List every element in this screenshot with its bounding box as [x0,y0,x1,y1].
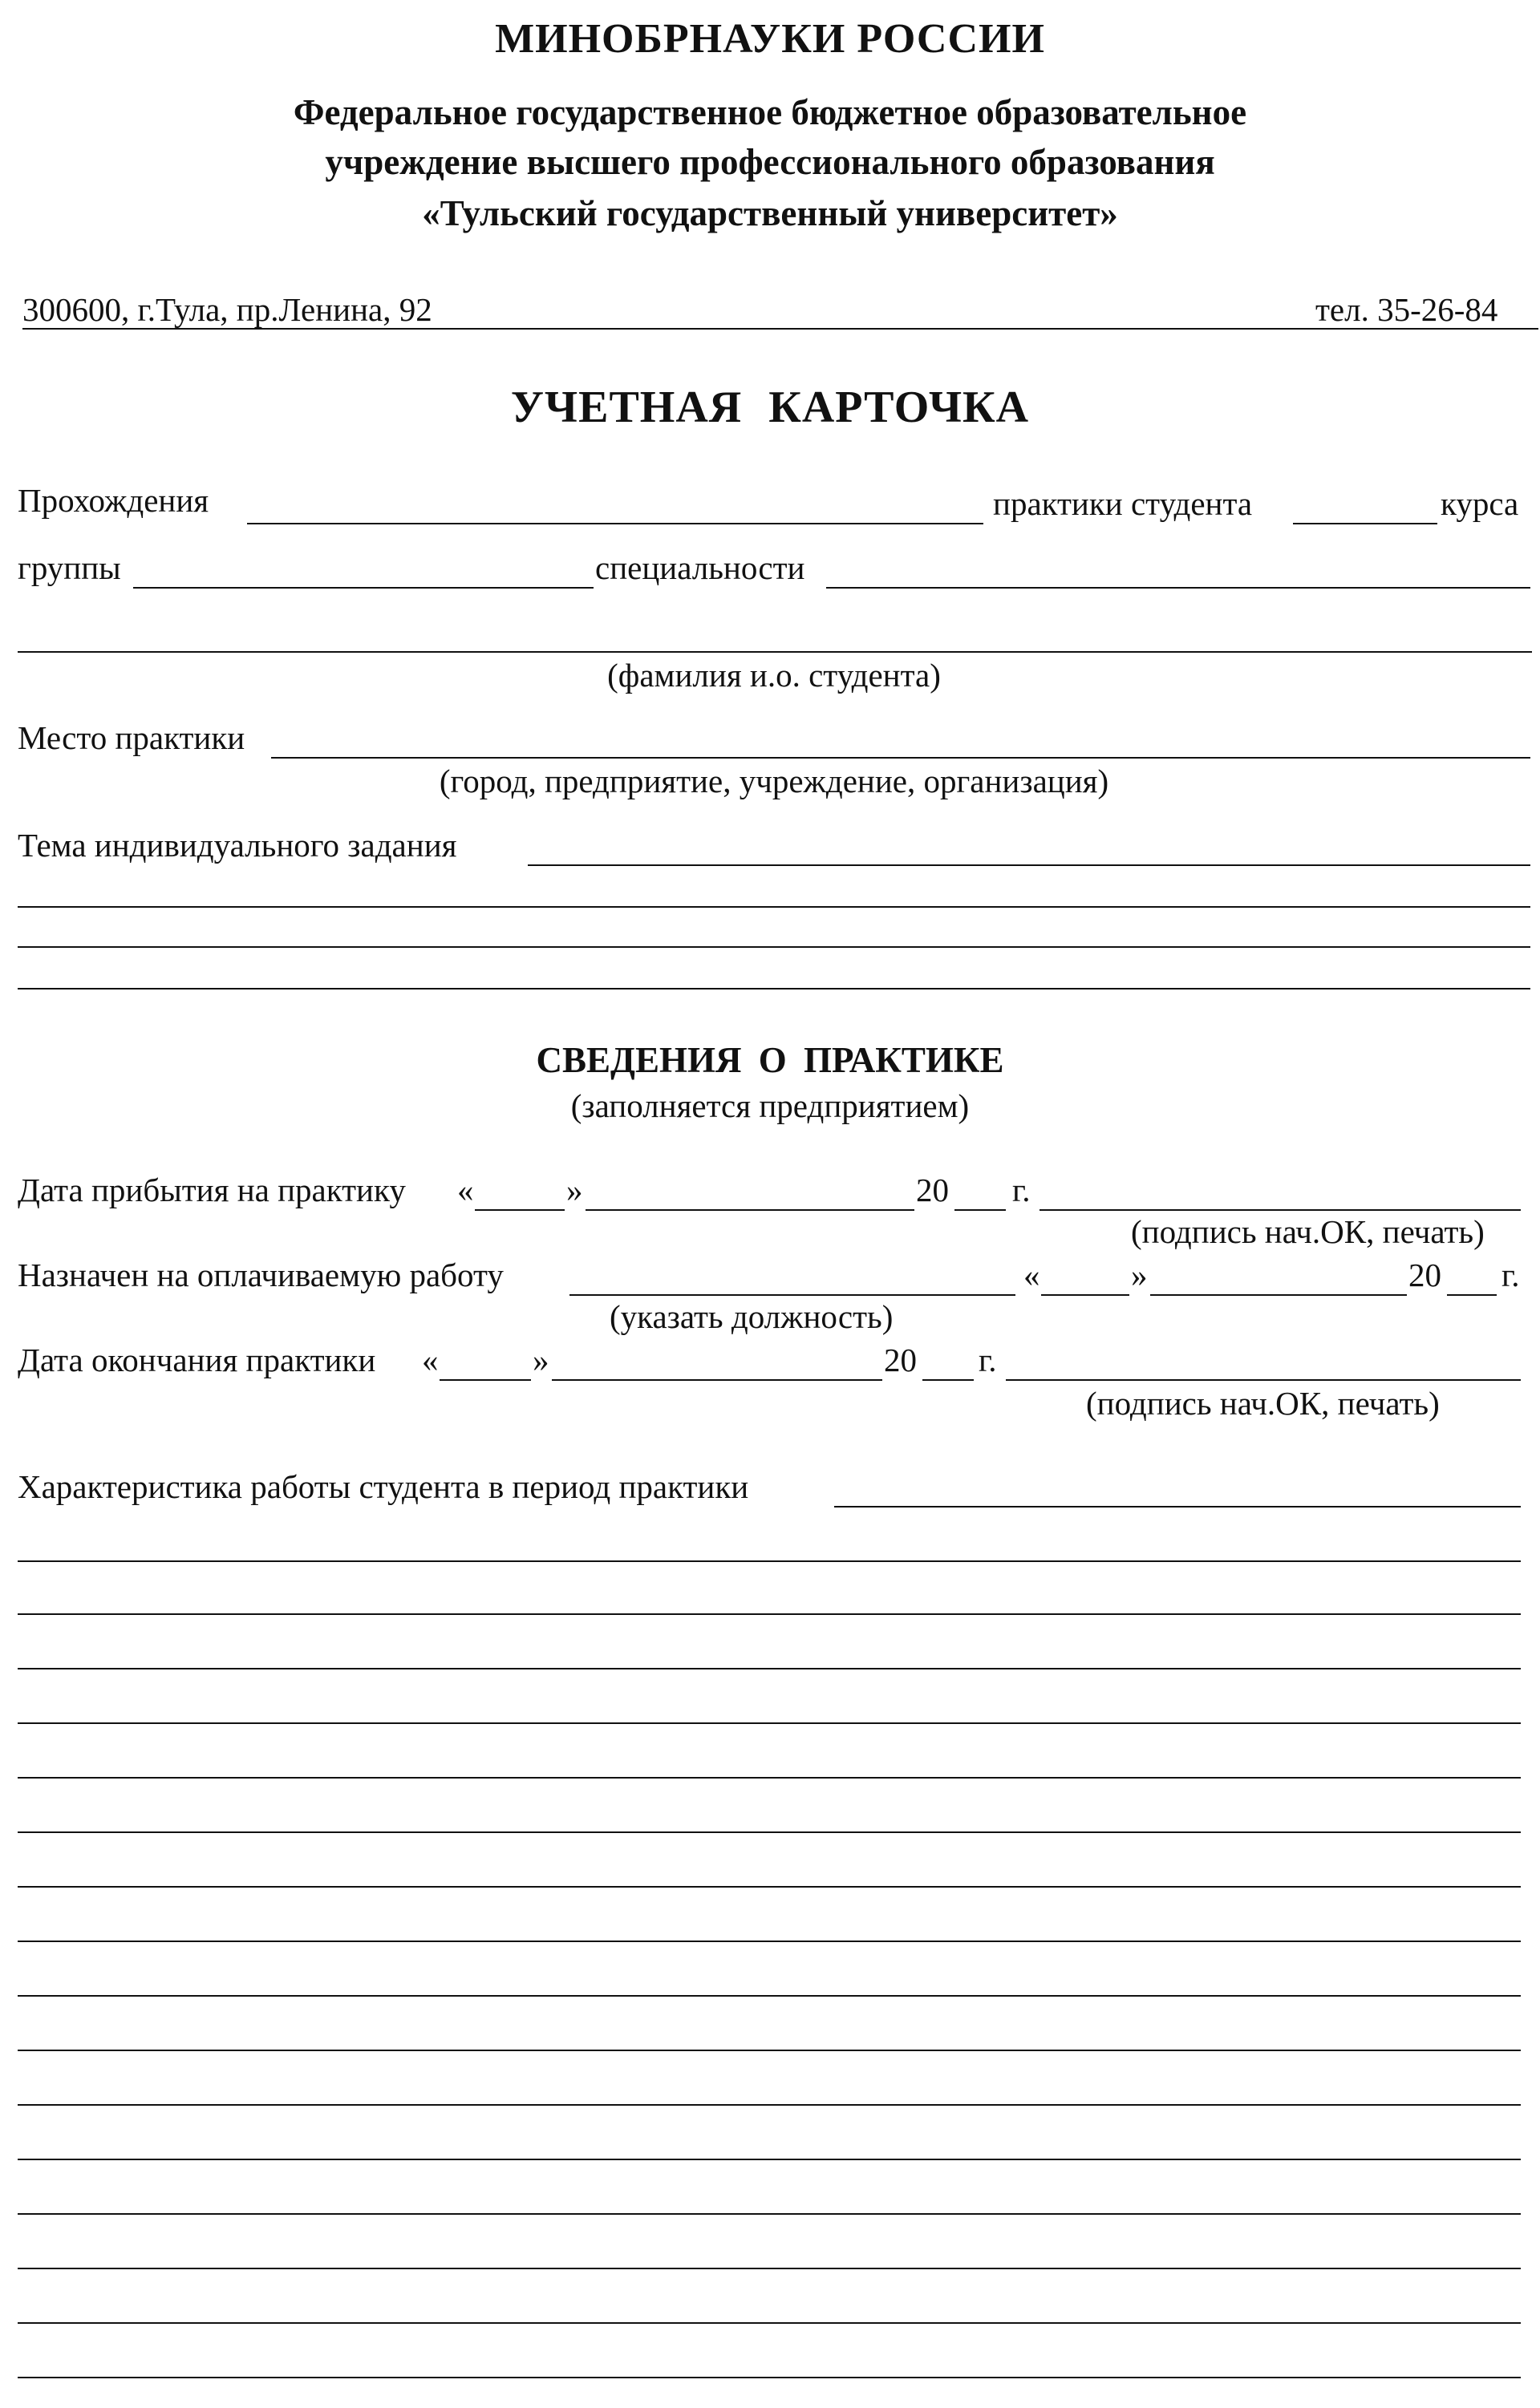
organization-line-2: учреждение высшего профессионального образования [325,142,1215,182]
course-label: курса [1441,485,1519,522]
characteristic-line[interactable] [18,2159,1521,2160]
characteristic-line[interactable] [18,1613,1521,1615]
phone-text: тел. 35-26-84 [1315,291,1498,328]
card-title: УЧЕТНАЯ КАРТОЧКА [510,382,1030,432]
specialty-label: специальности [595,549,805,586]
place-caption: (город, предприятие, учреждение, организация) [439,763,1109,799]
assigned-month-field[interactable] [1150,1294,1407,1296]
assigned-open-quote: « [1023,1257,1040,1293]
topic-label: Тема индивидуального задания [18,827,457,864]
characteristic-line-1[interactable] [834,1506,1521,1508]
end-close-quote: » [533,1342,549,1378]
characteristic-line[interactable] [18,1668,1521,1669]
assigned-year-suffix: г. [1502,1257,1520,1293]
characteristic-line[interactable] [18,2268,1521,2269]
arrival-day-field[interactable] [475,1209,565,1211]
assigned-day-field[interactable] [1041,1294,1129,1296]
course-field[interactable] [1293,523,1437,524]
characteristic-line[interactable] [18,1722,1521,1724]
specialty-field[interactable] [826,587,1530,589]
practice-type-field[interactable] [247,523,983,524]
end-month-field[interactable] [552,1379,882,1381]
characteristic-line[interactable] [18,2050,1521,2051]
arrival-year-prefix: 20 [916,1172,949,1208]
characteristic-line[interactable] [18,1560,1521,1562]
characteristic-line[interactable] [18,1941,1521,1942]
end-signature-caption: (подпись нач.ОК, печать) [1086,1385,1440,1422]
end-label: Дата окончания практики [18,1342,376,1378]
end-year-field[interactable] [922,1379,974,1381]
passage-label: Прохождения [18,482,209,519]
arrival-close-quote: » [566,1172,583,1208]
arrival-signature-caption: (подпись нач.ОК, печать) [1131,1213,1485,1250]
arrival-year-field[interactable] [954,1209,1006,1211]
address-text: 300600, г.Тула, пр.Ленина, 92 [22,291,432,328]
characteristic-line[interactable] [18,1995,1521,1997]
address-underline [22,328,1538,330]
topic-field-line-4[interactable] [18,988,1530,990]
characteristic-label: Характеристика работы студента в период практики [18,1468,749,1505]
characteristic-line[interactable] [18,2322,1521,2324]
arrival-signature-field[interactable] [1040,1209,1521,1211]
characteristic-line[interactable] [18,2213,1521,2215]
end-year-suffix: г. [979,1342,997,1378]
characteristic-line[interactable] [18,2377,1521,2378]
topic-field-line-3[interactable] [18,946,1530,948]
practice-info-subtitle: (заполняется предприятием) [570,1087,970,1124]
place-label: Место практики [18,719,245,756]
student-name-field[interactable] [18,651,1532,653]
ministry-heading: МИНОБРНАУКИ РОССИИ [495,16,1045,62]
assigned-close-quote: » [1131,1257,1148,1293]
assigned-year-field[interactable] [1447,1294,1497,1296]
arrival-month-field[interactable] [586,1209,914,1211]
practice-student-label: практики студента [993,485,1253,522]
end-open-quote: « [422,1342,439,1378]
assigned-label: Назначен на оплачиваемую работу [18,1257,504,1293]
organization-line-3: «Тульский государственный университет» [422,193,1118,233]
assigned-position-field[interactable] [569,1294,1015,1296]
organization-line-1: Федеральное государственное бюджетное образовательное [293,92,1247,132]
student-name-caption: (фамилия и.о. студента) [607,657,941,694]
place-field[interactable] [271,757,1530,759]
arrival-open-quote: « [457,1172,474,1208]
characteristic-line[interactable] [18,2104,1521,2106]
end-year-prefix: 20 [884,1342,917,1378]
practice-info-title: СВЕДЕНИЯ О ПРАКТИКЕ [536,1040,1004,1080]
position-caption: (указать должность) [610,1298,894,1335]
arrival-year-suffix: г. [1012,1172,1031,1208]
characteristic-line[interactable] [18,1886,1521,1888]
arrival-label: Дата прибытия на практику [18,1172,406,1208]
end-signature-field[interactable] [1006,1379,1521,1381]
group-label: группы [18,549,121,586]
characteristic-line[interactable] [18,1777,1521,1779]
group-field[interactable] [133,587,594,589]
characteristic-line[interactable] [18,1831,1521,1833]
topic-field-line-1[interactable] [528,864,1530,866]
end-day-field[interactable] [440,1379,531,1381]
topic-field-line-2[interactable] [18,906,1530,908]
assigned-year-prefix: 20 [1408,1257,1441,1293]
